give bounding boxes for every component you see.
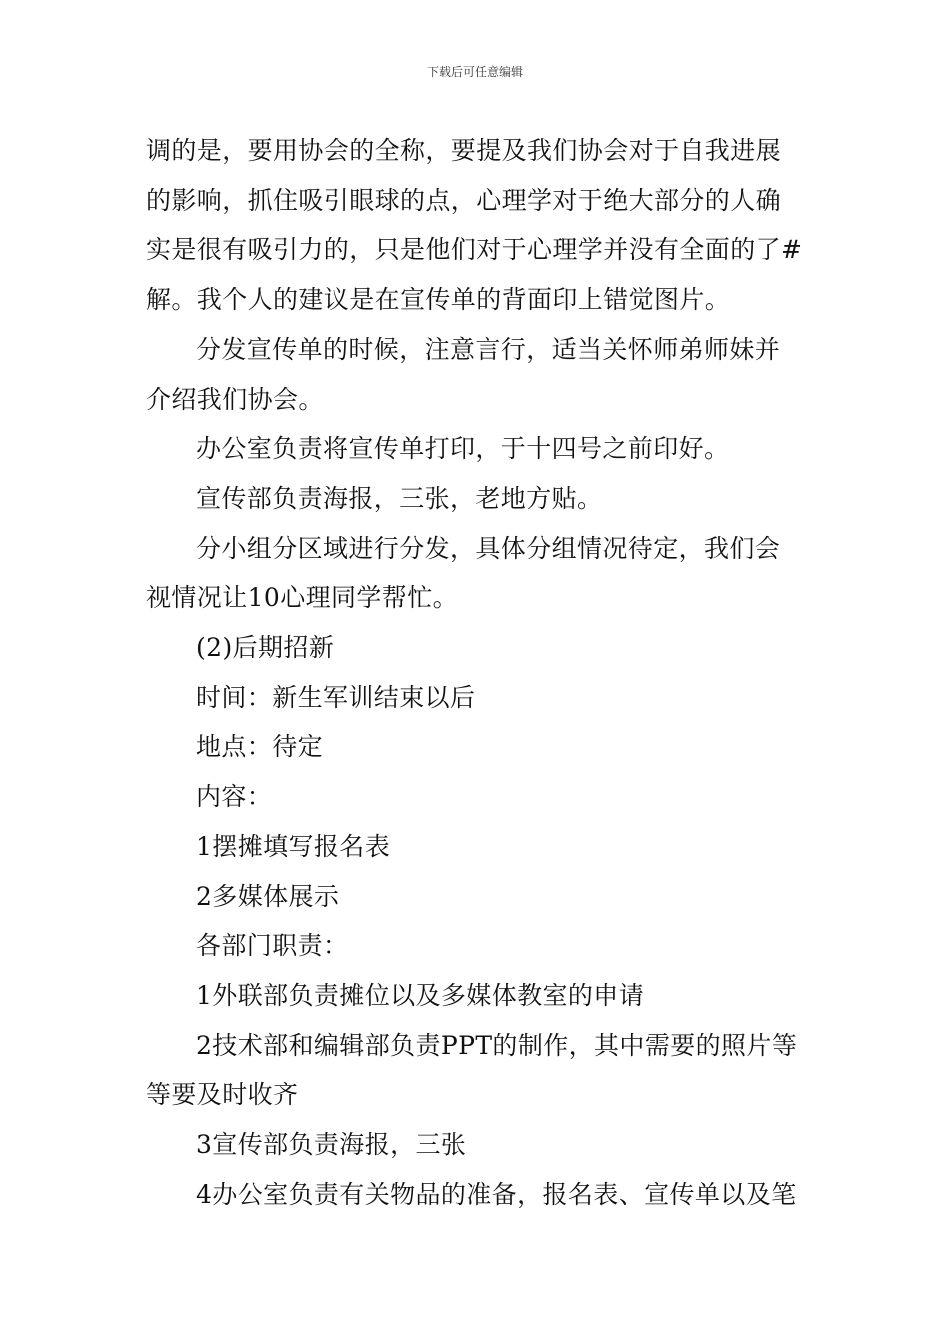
list-item: 1外联部负责摊位以及多媒体教室的申请 [196,980,645,1010]
page-header: 下载后可任意编辑 [426,65,523,79]
document-body [146,126,808,1219]
list-item: 3宣传部负责海报，三张 [196,1130,467,1160]
section-heading: (2)后期招新 [196,633,335,663]
text-line: 各部门职责： [196,931,349,961]
text-line: 地点：待定 [196,732,324,762]
text-line: 调的是，要用协会的全称，要提及我们协会对于自我进展 [146,136,782,165]
list-item: 2多媒体展示 [196,881,340,911]
text-line: 宣传部负责海报，三张，老地方贴。 [196,483,603,513]
text-line: 等要及时收齐 [146,1080,299,1110]
text-line: 分发宣传单的时候，注意言行，适当关怀师弟师妹并 [196,334,781,364]
text-line: 解。我个人的建议是在宣传单的背面印上错觉图片。 [146,285,731,315]
list-item: 1摆摊填写报名表 [196,831,391,861]
text-line: 时间：新生军训结束以后 [196,682,476,712]
list-item: 2技术部和编辑部负责PPT的制作，其中需要的照片等 [196,1030,798,1060]
text-line: 实是很有吸引力的，只是他们对于心理学并没有全面的了# [146,235,803,265]
text-line: 介绍我们协会。 [146,384,324,414]
text-line: 办公室负责将宣传单打印，于十四号之前印好。 [196,434,730,464]
text-line: 的影响，抓住吸引眼球的点，心理学对于绝大部分的人确 [146,185,782,215]
list-item: 4办公室负责有关物品的准备，报名表、宣传单以及笔 [196,1179,797,1209]
text-line: 内容： [196,782,273,812]
text-line: 分小组分区域进行分发，具体分组情况待定，我们会 [196,533,781,563]
text-line: 视情况让10心理同学帮忙。 [146,583,459,613]
